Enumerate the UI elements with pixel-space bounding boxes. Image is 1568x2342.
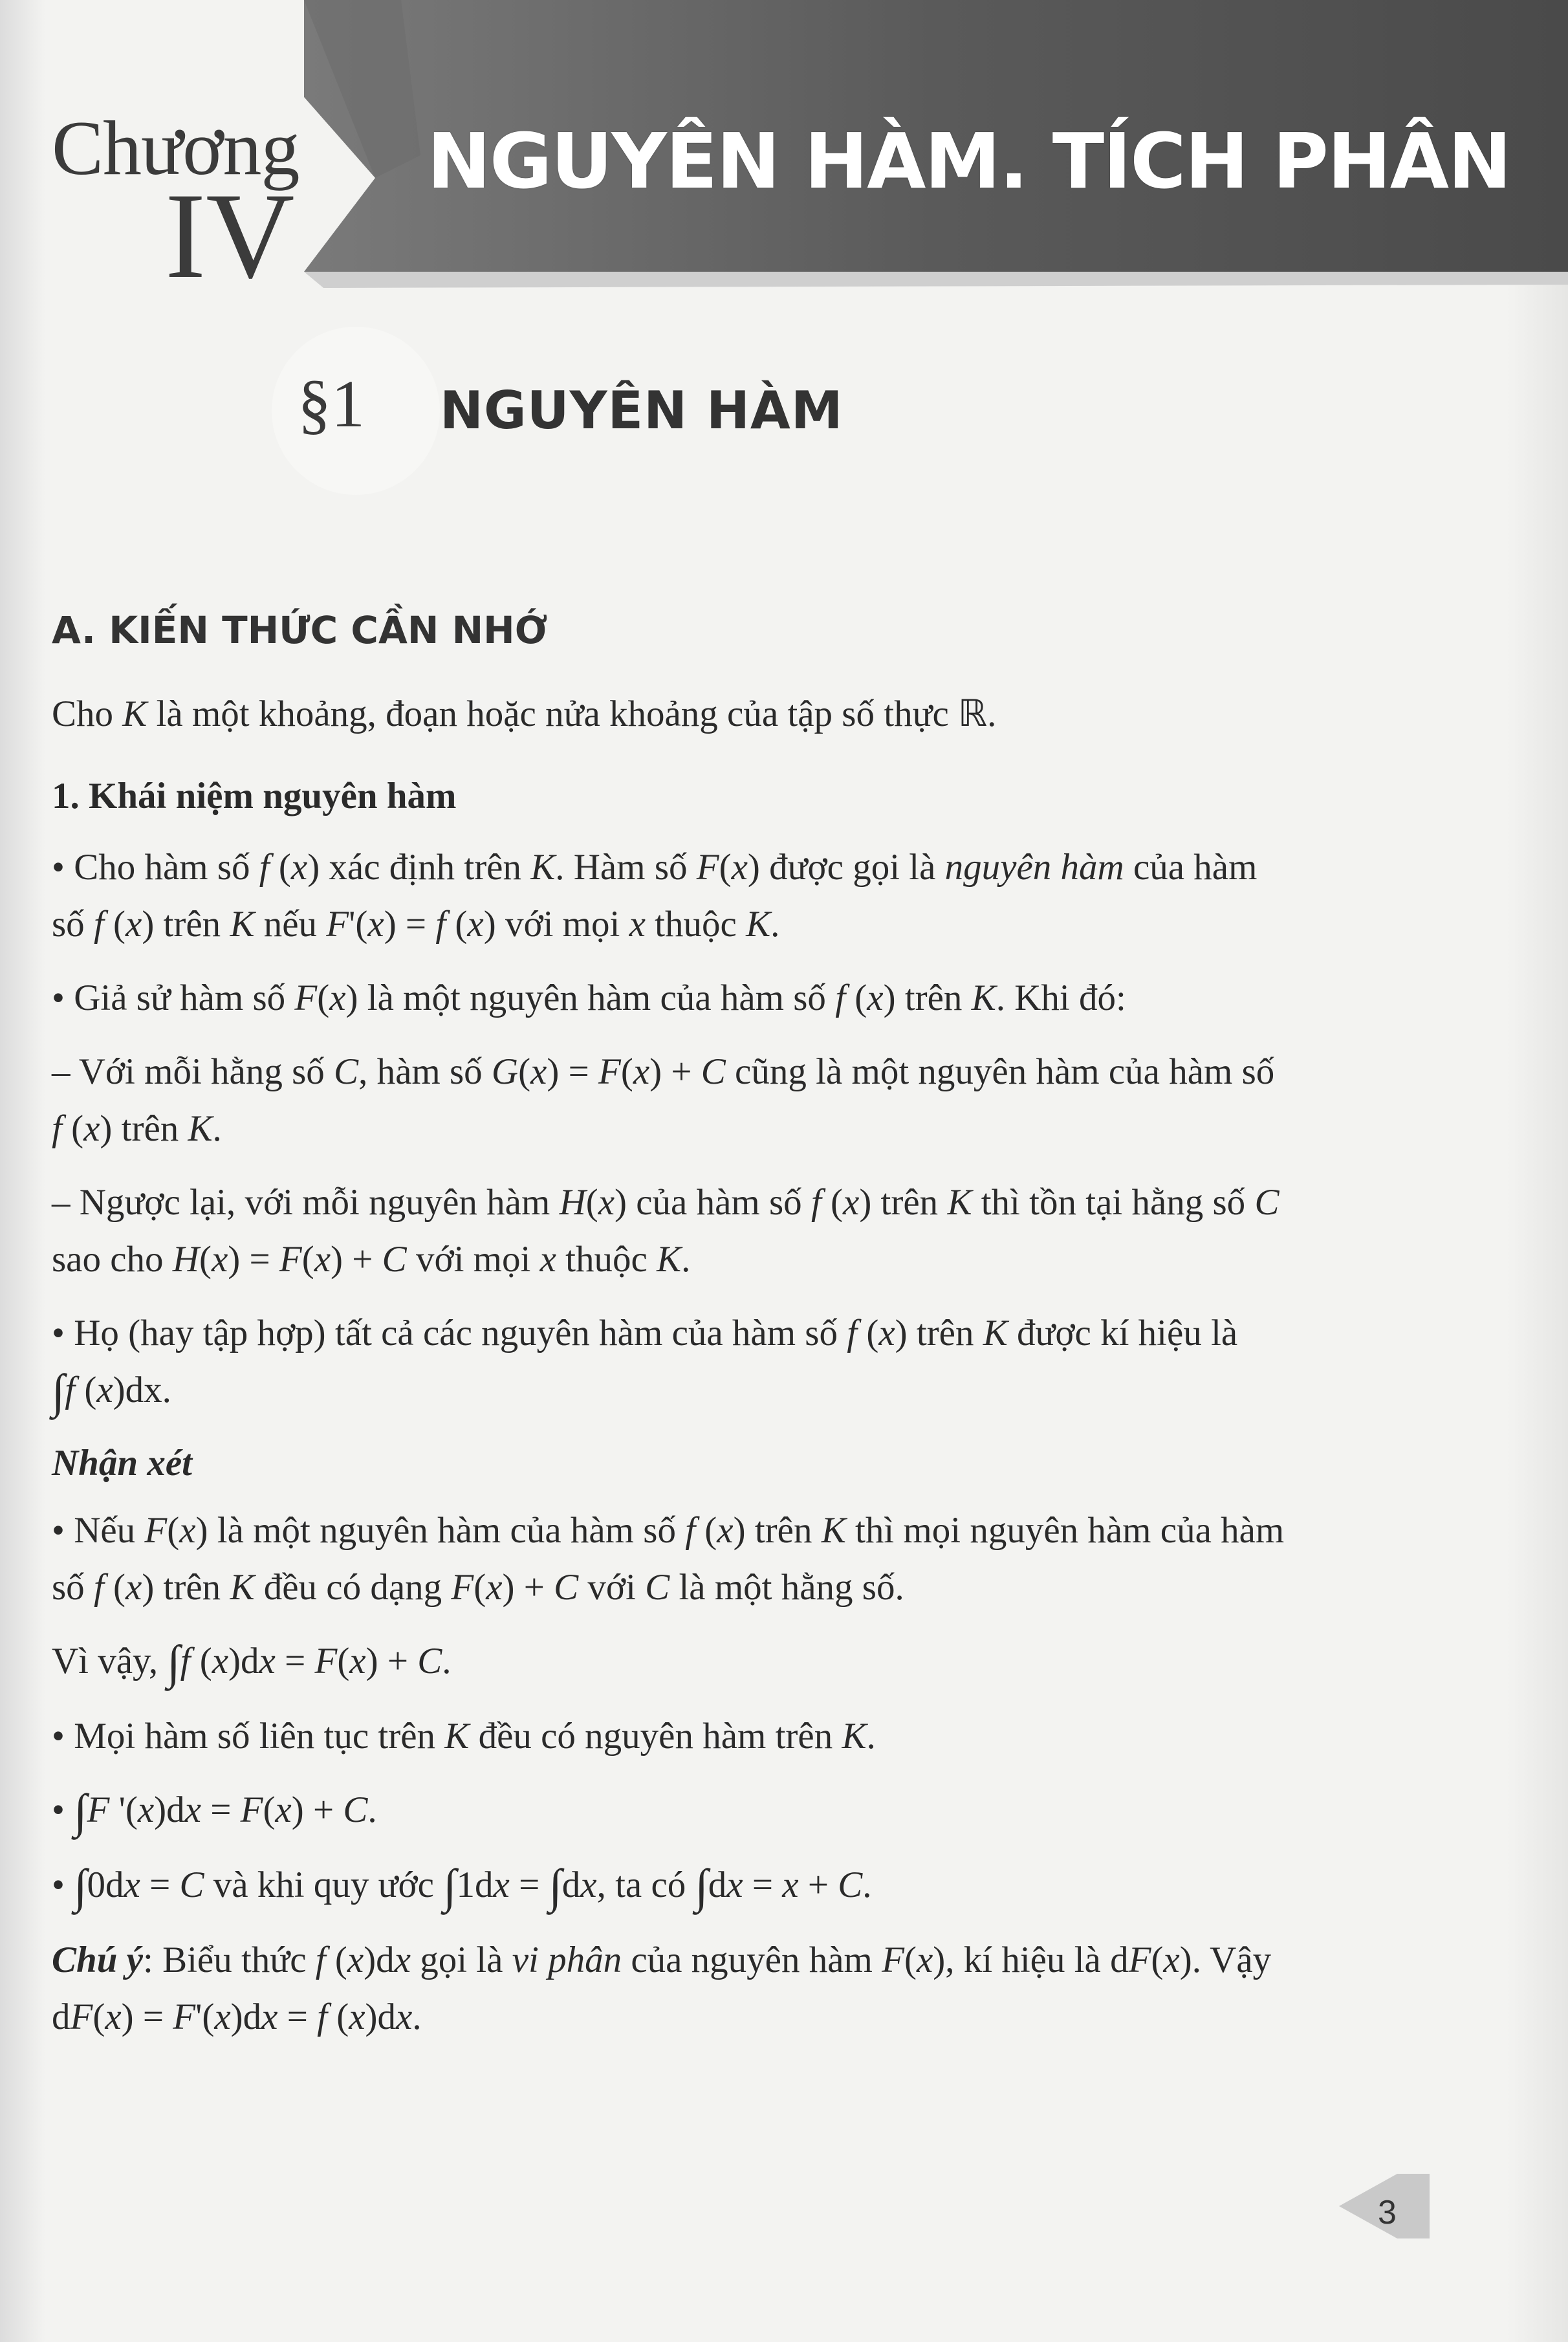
integral-symbol: ∫	[52, 1365, 65, 1418]
page-number: 3	[1378, 2194, 1397, 2231]
heading-1: 1. Khái niệm nguyên hàm	[52, 776, 457, 816]
paragraph-continuous: • Mọi hàm số liên tục trên K đều có nguyên hàm trên K.	[52, 1716, 876, 1756]
paragraph-suppose: • Giả sử hàm số F(x) là một nguyên hàm của hàm số f (x) trên K. Khi đó:	[52, 978, 1126, 1018]
integral-symbol: ∫	[167, 1636, 180, 1689]
document-body	[52, 608, 1417, 2063]
paragraph-definition: • Cho hàm số f (x) xác định trên K. Hàm số F(x) được gọi là nguyên hàm của hàm số f (x) trên K nếu F'(x) = f (x) với mọi x thuộc K.	[52, 847, 1258, 945]
integral-symbol: ∫	[74, 1785, 87, 1838]
section-number: §1	[298, 367, 365, 441]
integral-symbol: ∫	[549, 1860, 562, 1913]
paragraph-integral-derivative: • ∫F '(x)dx = F(x) + C.	[52, 1785, 377, 1838]
integral-symbol: ∫	[695, 1860, 708, 1913]
paragraph-integral-zero: • ∫0dx = C và khi quy ước ∫1dx = ∫dx, ta có ∫dx = x + C.	[52, 1860, 872, 1913]
intro-paragraph: Cho K là một khoảng, đoạn hoặc nửa khoảng của tập số thực ℝ.	[52, 694, 997, 734]
paragraph-family: • Họ (hay tập hợp) tất cả các nguyên hàm của hàm số f (x) trên K được kí hiệu là ∫f (x)dx.	[52, 1313, 1238, 1418]
paragraph-note: Chú ý: Biểu thức f (x)dx gọi là vi phân của nguyên hàm F(x), kí hiệu là dF(x). Vậy dF(x) = F'(x)dx = f (x)dx.	[52, 1940, 1272, 2037]
section-title: NGUYÊN HÀM	[440, 380, 844, 441]
chapter-word: Chương	[52, 105, 299, 191]
paragraph-remark-1: • Nếu F(x) là một nguyên hàm của hàm số f (x) trên K thì mọi nguyên hàm của hàm số f (x) trên K đều có dạng F(x) + C với C là một hằng số.	[52, 1510, 1285, 1608]
chapter-title: NGUYÊN HÀM. TÍCH PHÂN	[427, 116, 1510, 206]
remark-heading: Nhận xét	[52, 1443, 192, 1483]
chapter-banner	[0, 0, 1568, 304]
chapter-number: IV	[165, 168, 295, 304]
paragraph-each-constant: – Với mỗi hằng số C, hàm số G(x) = F(x) + C cũng là một nguyên hàm của hàm số f (x) trên K.	[52, 1051, 1275, 1149]
integral-symbol: ∫	[443, 1860, 457, 1913]
paragraph-conversely: – Ngược lại, với mỗi nguyên hàm H(x) của hàm số f (x) trên K thì tồn tại hằng số C sao cho H(x) = F(x) + C với mọi x thuộc K.	[52, 1182, 1279, 1280]
heading-a: A. KIẾN THỨC CẦN NHỚ	[52, 608, 548, 652]
paragraph-therefore: Vì vậy, ∫f (x)dx = F(x) + C.	[52, 1636, 452, 1689]
integral-symbol: ∫	[74, 1860, 87, 1913]
